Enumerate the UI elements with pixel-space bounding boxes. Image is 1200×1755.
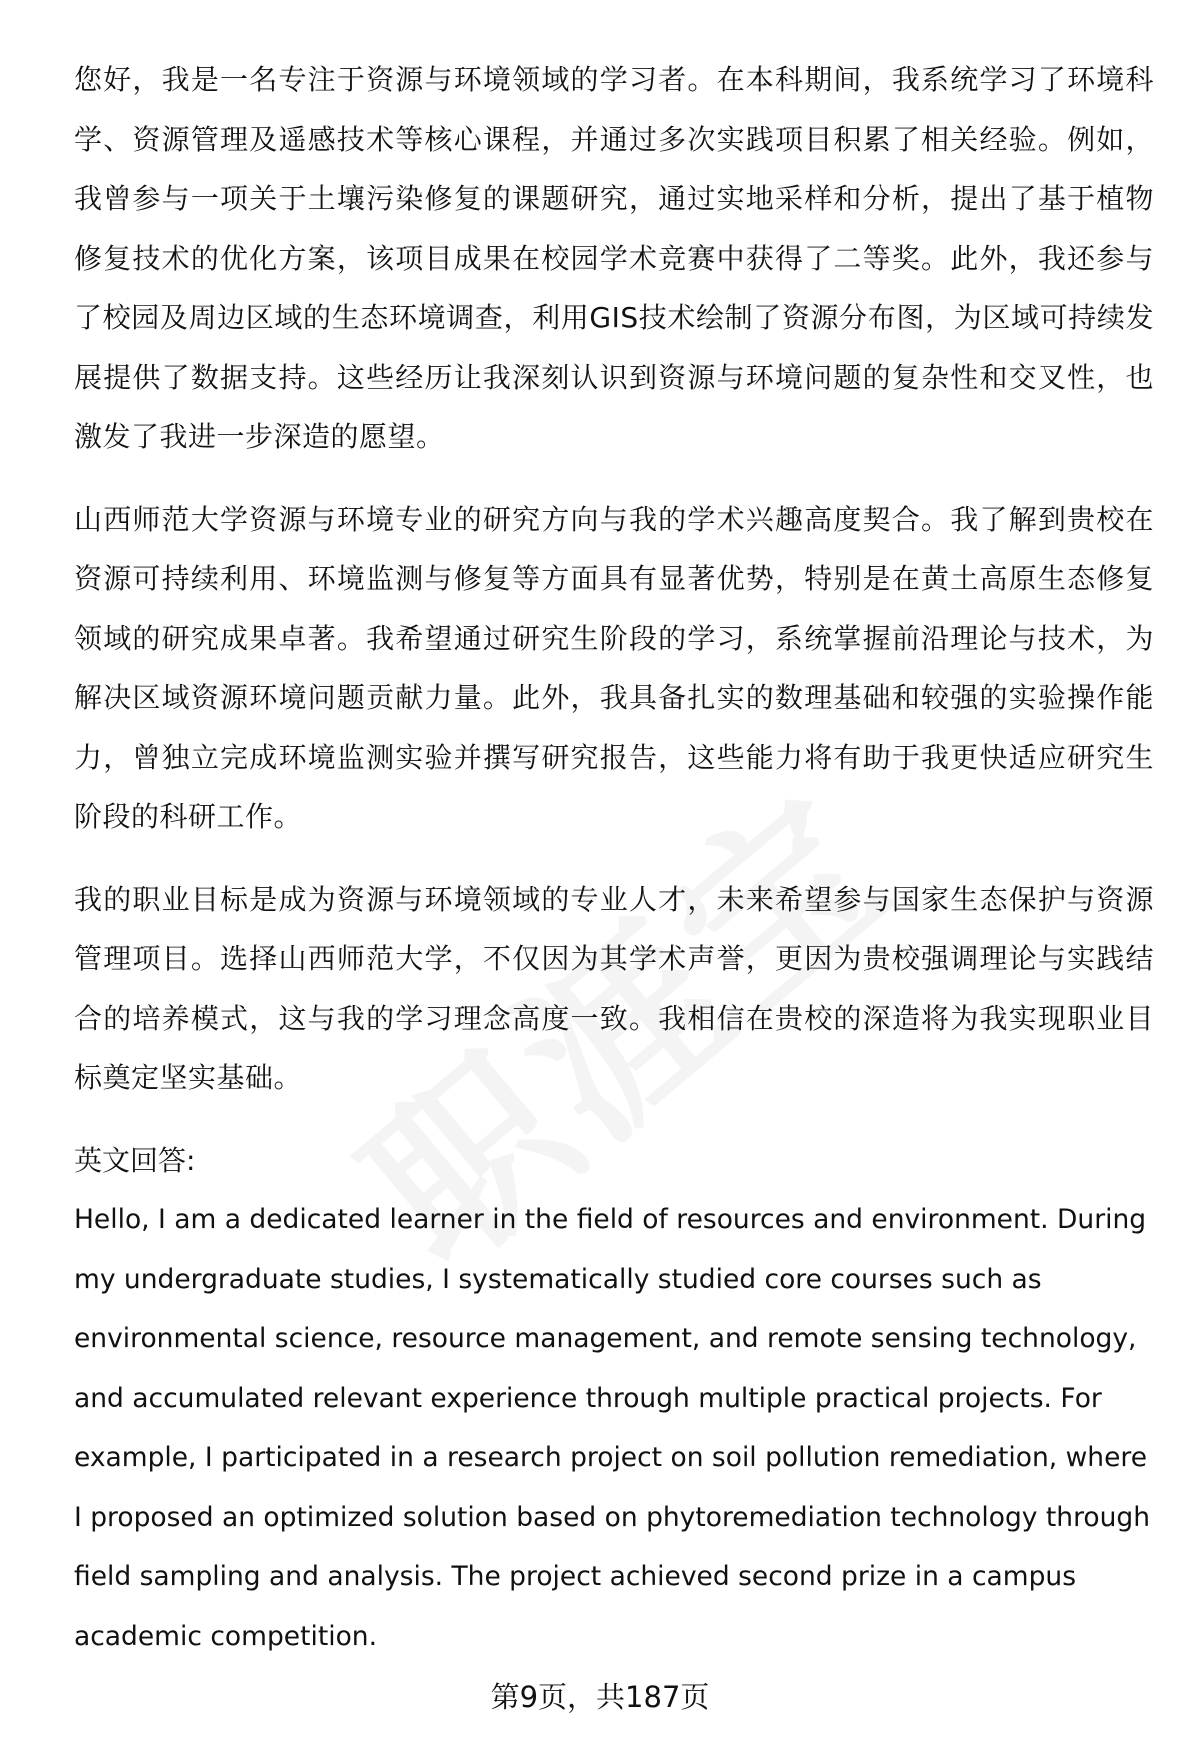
document-body xyxy=(74,50,1154,1666)
paragraph-en-1: Hello, I am a dedicated learner in the field of resources and environment. During my undergraduate studies, I systematically studied core courses such as environmental science, resource management, and remote sensing technology, and accumulated relevant experience through multiple practical projects. For example, I participated in a research project on soil pollution remediation, where I proposed an optimized solution based on phytoremediation technology through field sampling and analysis. The project achieved second prize in a campus academic competition. xyxy=(74,1204,1151,1652)
paragraph-cn-1: 您好，我是一名专注于资源与环境领域的学习者。在本科期间，我系统学习了环境科学、资源管理及遥感技术等核心课程，并通过多次实践项目积累了相关经验。例如，我曾参与一项关于土壤污染修复的课题研究，通过实地采样和分析，提出了基于植物修复技术的优化方案，该项目成果在校园学术竞赛中获得了二等奖。此外，我还参与了校园及周边区域的生态环境调查，利用GIS技术绘制了资源分布图，为区域可持续发展提供了数据支持。这些经历让我深刻认识到资源与环境问题的复杂性和交叉性，也激发了我进一步深造的愿望。 xyxy=(74,63,1154,453)
english-answer-label: 英文回答: xyxy=(74,1143,196,1177)
paragraph-cn-3: 我的职业目标是成为资源与环境领域的专业人才，未来希望参与国家生态保护与资源管理项目。选择山西师范大学，不仅因为其学术声誉，更因为贵校强调理论与实践结合的培养模式，这与我的学习理念高度一致。我相信在贵校的深造将为我实现职业目标奠定坚实基础。 xyxy=(74,882,1154,1094)
page-number-footer: 第9页，共187页 xyxy=(490,1680,710,1714)
paragraph-cn-2: 山西师范大学资源与环境专业的研究方向与我的学术兴趣高度契合。我了解到贵校在资源可持续利用、环境监测与修复等方面具有显著优势，特别是在黄土高原生态修复领域的研究成果卓著。我希望通过研究生阶段的学习，系统掌握前沿理论与技术，为解决区域资源环境问题贡献力量。此外，我具备扎实的数理基础和较强的实验操作能力，曾独立完成环境监测实验并撰写研究报告，这些能力将有助于我更快适应研究生阶段的科研工作。 xyxy=(74,502,1154,833)
